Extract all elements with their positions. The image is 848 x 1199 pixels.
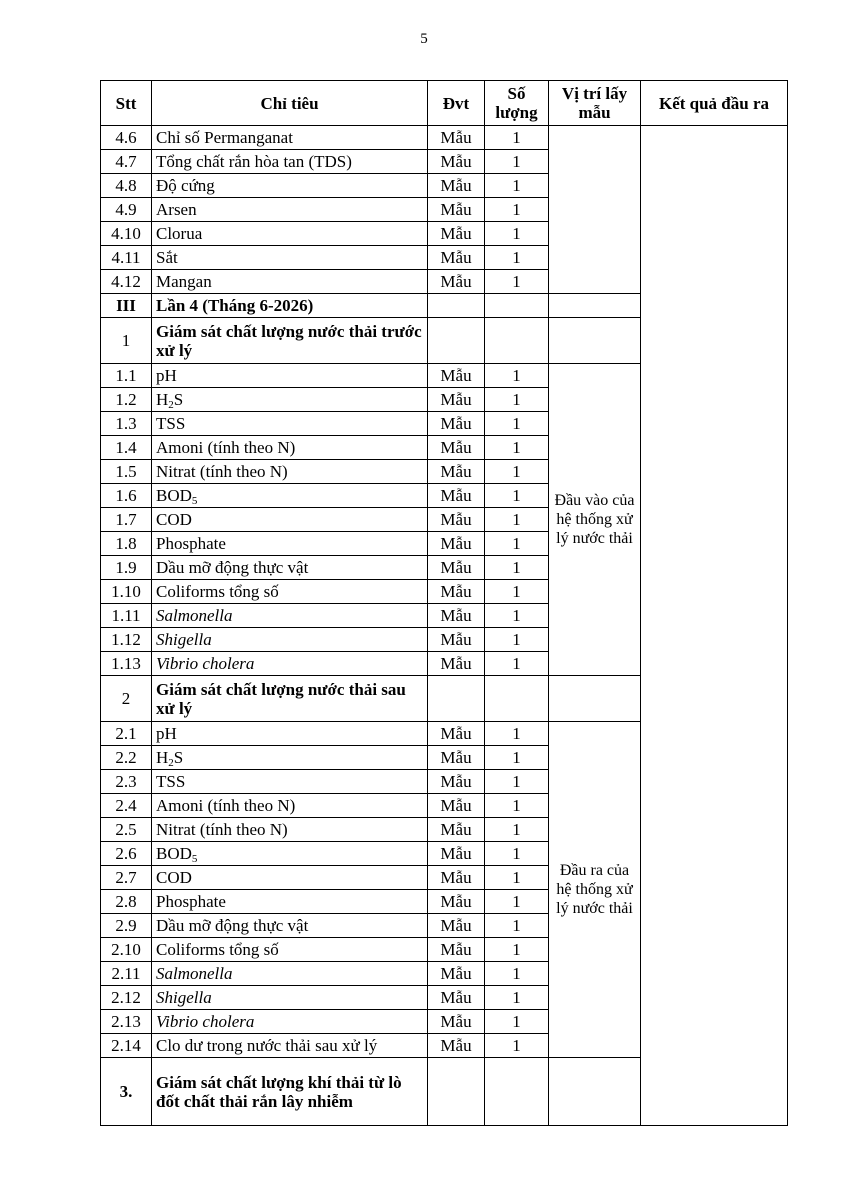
row-stt: 1.9 (101, 556, 152, 580)
row-name (152, 412, 428, 436)
name-text: Dầu mỡ động thực vật (156, 558, 309, 577)
row-name (152, 746, 428, 770)
header-vi-tri: Vị trí lấy mẫu (549, 81, 641, 126)
row-stt: 2.5 (101, 818, 152, 842)
row-stt: 2.6 (101, 842, 152, 866)
row-name (152, 580, 428, 604)
row-unit: Mẫu (428, 938, 485, 962)
name-text: BOD (156, 844, 192, 863)
row-name (152, 388, 428, 412)
row-name (152, 222, 428, 246)
row-unit: Mẫu (428, 986, 485, 1010)
name-text: Phosphate (156, 534, 226, 553)
row-qty: 1 (485, 460, 549, 484)
empty-cell (428, 676, 485, 722)
row-qty: 1 (485, 770, 549, 794)
row-stt: 4.11 (101, 246, 152, 270)
row-stt: 2.13 (101, 1010, 152, 1034)
row-stt: 4.7 (101, 150, 152, 174)
row-unit: Mẫu (428, 770, 485, 794)
row-name (152, 436, 428, 460)
name-text: Clo dư trong nước thải sau xử lý (156, 1036, 378, 1055)
row-unit: Mẫu (428, 364, 485, 388)
row-name (152, 842, 428, 866)
row-unit: Mẫu (428, 746, 485, 770)
row-unit: Mẫu (428, 436, 485, 460)
row-qty: 1 (485, 604, 549, 628)
header-row (101, 81, 788, 126)
row-qty: 1 (485, 174, 549, 198)
row-stt: 2.8 (101, 890, 152, 914)
row-qty: 1 (485, 1034, 549, 1058)
row-unit: Mẫu (428, 126, 485, 150)
row-name (152, 1034, 428, 1058)
name-text: Amoni (tính theo N) (156, 796, 296, 815)
row-stt: 4.6 (101, 126, 152, 150)
row-name (152, 604, 428, 628)
row-qty: 1 (485, 532, 549, 556)
empty-cell (428, 294, 485, 318)
group-stt: 3. (101, 1058, 152, 1126)
row-name (152, 126, 428, 150)
row-stt: 1.13 (101, 652, 152, 676)
row-unit: Mẫu (428, 604, 485, 628)
row-stt: 1.3 (101, 412, 152, 436)
row-stt: 1.4 (101, 436, 152, 460)
row-name (152, 770, 428, 794)
row-name (152, 866, 428, 890)
empty-cell (485, 676, 549, 722)
row-stt: 2.3 (101, 770, 152, 794)
name-subscript: 2 (168, 399, 174, 411)
row-unit: Mẫu (428, 222, 485, 246)
row-name (152, 986, 428, 1010)
name-text: TSS (156, 414, 186, 433)
row-unit: Mẫu (428, 484, 485, 508)
name-subscript: 5 (191, 495, 198, 507)
row-unit: Mẫu (428, 1010, 485, 1034)
row-qty: 1 (485, 388, 549, 412)
row-stt: 1.10 (101, 580, 152, 604)
name-text: Vibrio cholera (156, 654, 255, 673)
row-qty: 1 (485, 866, 549, 890)
row-qty: 1 (485, 746, 549, 770)
row-qty: 1 (485, 652, 549, 676)
row-unit: Mẫu (428, 722, 485, 746)
name-text: Sắt (156, 248, 178, 267)
row-unit: Mẫu (428, 842, 485, 866)
row-qty: 1 (485, 1010, 549, 1034)
name-text: TSS (156, 772, 186, 791)
group-title: Giám sát chất lượng nước thải sau xử lý (152, 676, 428, 722)
empty-cell (485, 1058, 549, 1126)
row-stt: 2.7 (101, 866, 152, 890)
monitoring-table (100, 80, 788, 1126)
header-stt: Stt (101, 81, 152, 126)
row-qty: 1 (485, 484, 549, 508)
row-qty: 1 (485, 794, 549, 818)
row-name (152, 150, 428, 174)
empty-cell (428, 1058, 485, 1126)
empty-cell (485, 294, 549, 318)
row-stt: 1.11 (101, 604, 152, 628)
row-stt: 4.9 (101, 198, 152, 222)
row-name (152, 890, 428, 914)
location-cell: Đầu ra của hệ thống xử lý nước thải (549, 722, 641, 1058)
group-title: Giám sát chất lượng khí thải từ lò đốt chất thải rắn lây nhiễm (152, 1058, 428, 1126)
row-stt: 1.8 (101, 532, 152, 556)
name-text: BOD (156, 486, 192, 505)
section-stt: III (101, 294, 152, 318)
name-text: Shigella (156, 630, 212, 649)
row-unit: Mẫu (428, 174, 485, 198)
row-unit: Mẫu (428, 890, 485, 914)
row-name (152, 818, 428, 842)
section-title: Lần 4 (Tháng 6-2026) (152, 294, 428, 318)
row-stt: 1.12 (101, 628, 152, 652)
header-so-luong: Số lượng (485, 81, 549, 126)
name-tail: S (173, 390, 184, 409)
row-qty: 1 (485, 270, 549, 294)
row-stt: 1.1 (101, 364, 152, 388)
name-text: Salmonella (156, 606, 233, 625)
name-text: Salmonella (156, 964, 233, 983)
empty-cell (549, 318, 641, 364)
group-stt: 1 (101, 318, 152, 364)
row-unit: Mẫu (428, 652, 485, 676)
row-qty: 1 (485, 842, 549, 866)
row-stt: 2.9 (101, 914, 152, 938)
name-text: COD (156, 510, 192, 529)
row-name (152, 938, 428, 962)
row-qty: 1 (485, 198, 549, 222)
row-unit: Mẫu (428, 150, 485, 174)
header-ket-qua: Kết quả đầu ra (641, 81, 788, 126)
empty-cell (549, 676, 641, 722)
row-unit: Mẫu (428, 866, 485, 890)
location-cell: Đầu vào của hệ thống xử lý nước thải (549, 364, 641, 676)
row-unit: Mẫu (428, 794, 485, 818)
row-name (152, 508, 428, 532)
name-text: Dầu mỡ động thực vật (156, 916, 309, 935)
row-qty: 1 (485, 412, 549, 436)
header-chi-tieu: Chỉ tiêu (152, 81, 428, 126)
location-cell-top (549, 126, 641, 294)
row-stt: 4.8 (101, 174, 152, 198)
row-stt: 2.11 (101, 962, 152, 986)
group-title: Giám sát chất lượng nước thải trước xử lý (152, 318, 428, 364)
row-qty: 1 (485, 818, 549, 842)
row-name (152, 460, 428, 484)
name-text: pH (156, 366, 177, 385)
row-name (152, 246, 428, 270)
row-name (152, 364, 428, 388)
row-name (152, 532, 428, 556)
name-text: Nitrat (tính theo N) (156, 462, 288, 481)
name-text: H (156, 748, 169, 767)
result-cell (641, 126, 788, 1126)
name-text: Coliforms tổng số (156, 582, 279, 601)
empty-cell (549, 294, 641, 318)
row-name (152, 962, 428, 986)
row-unit: Mẫu (428, 412, 485, 436)
row-stt: 2.1 (101, 722, 152, 746)
row-name (152, 270, 428, 294)
group-stt: 2 (101, 676, 152, 722)
table-row (101, 126, 788, 150)
row-qty: 1 (485, 126, 549, 150)
row-stt: 4.12 (101, 270, 152, 294)
row-qty: 1 (485, 628, 549, 652)
row-unit: Mẫu (428, 246, 485, 270)
name-text: Amoni (tính theo N) (156, 438, 296, 457)
row-unit: Mẫu (428, 460, 485, 484)
name-text: H (156, 390, 169, 409)
table-body (101, 126, 788, 1126)
row-unit: Mẫu (428, 556, 485, 580)
empty-cell (549, 1058, 641, 1126)
row-qty: 1 (485, 580, 549, 604)
row-unit: Mẫu (428, 270, 485, 294)
name-text: Nitrat (tính theo N) (156, 820, 288, 839)
name-subscript: 2 (168, 757, 174, 769)
row-unit: Mẫu (428, 388, 485, 412)
row-name (152, 174, 428, 198)
name-text: Arsen (156, 200, 197, 219)
row-stt: 2.12 (101, 986, 152, 1010)
row-name (152, 556, 428, 580)
row-unit: Mẫu (428, 198, 485, 222)
page-number: 5 (420, 31, 428, 47)
name-text: Tổng chất rắn hòa tan (TDS) (156, 152, 352, 171)
name-text: COD (156, 868, 192, 887)
name-text: Mangan (156, 272, 212, 291)
row-stt: 1.5 (101, 460, 152, 484)
row-qty: 1 (485, 914, 549, 938)
row-stt: 1.2 (101, 388, 152, 412)
name-text: Phosphate (156, 892, 226, 911)
name-text: Shigella (156, 988, 212, 1007)
row-unit: Mẫu (428, 1034, 485, 1058)
row-unit: Mẫu (428, 914, 485, 938)
name-text: Độ cứng (156, 176, 215, 195)
header-dvt: Đvt (428, 81, 485, 126)
row-unit: Mẫu (428, 818, 485, 842)
empty-cell (485, 318, 549, 364)
row-name (152, 198, 428, 222)
row-unit: Mẫu (428, 580, 485, 604)
row-stt: 4.10 (101, 222, 152, 246)
row-qty: 1 (485, 938, 549, 962)
row-stt: 1.6 (101, 484, 152, 508)
row-stt: 1.7 (101, 508, 152, 532)
row-name (152, 1010, 428, 1034)
name-text: Vibrio cholera (156, 1012, 255, 1031)
row-qty: 1 (485, 508, 549, 532)
row-qty: 1 (485, 150, 549, 174)
row-qty: 1 (485, 556, 549, 580)
name-tail: S (173, 748, 184, 767)
row-unit: Mẫu (428, 962, 485, 986)
row-name (152, 794, 428, 818)
row-qty: 1 (485, 722, 549, 746)
name-text: Coliforms tổng số (156, 940, 279, 959)
name-text: pH (156, 724, 177, 743)
row-name (152, 484, 428, 508)
row-name (152, 628, 428, 652)
name-text: Clorua (156, 224, 203, 243)
row-qty: 1 (485, 246, 549, 270)
row-qty: 1 (485, 436, 549, 460)
name-text: Chỉ số Permanganat (156, 128, 293, 147)
name-subscript: 5 (191, 853, 198, 865)
row-stt: 2.2 (101, 746, 152, 770)
row-name (152, 722, 428, 746)
row-qty: 1 (485, 222, 549, 246)
row-qty: 1 (485, 364, 549, 388)
row-stt: 2.4 (101, 794, 152, 818)
row-qty: 1 (485, 962, 549, 986)
row-stt: 2.14 (101, 1034, 152, 1058)
row-unit: Mẫu (428, 532, 485, 556)
row-stt: 2.10 (101, 938, 152, 962)
row-name (152, 652, 428, 676)
row-qty: 1 (485, 890, 549, 914)
row-qty: 1 (485, 986, 549, 1010)
row-name (152, 914, 428, 938)
row-unit: Mẫu (428, 628, 485, 652)
empty-cell (428, 318, 485, 364)
row-unit: Mẫu (428, 508, 485, 532)
